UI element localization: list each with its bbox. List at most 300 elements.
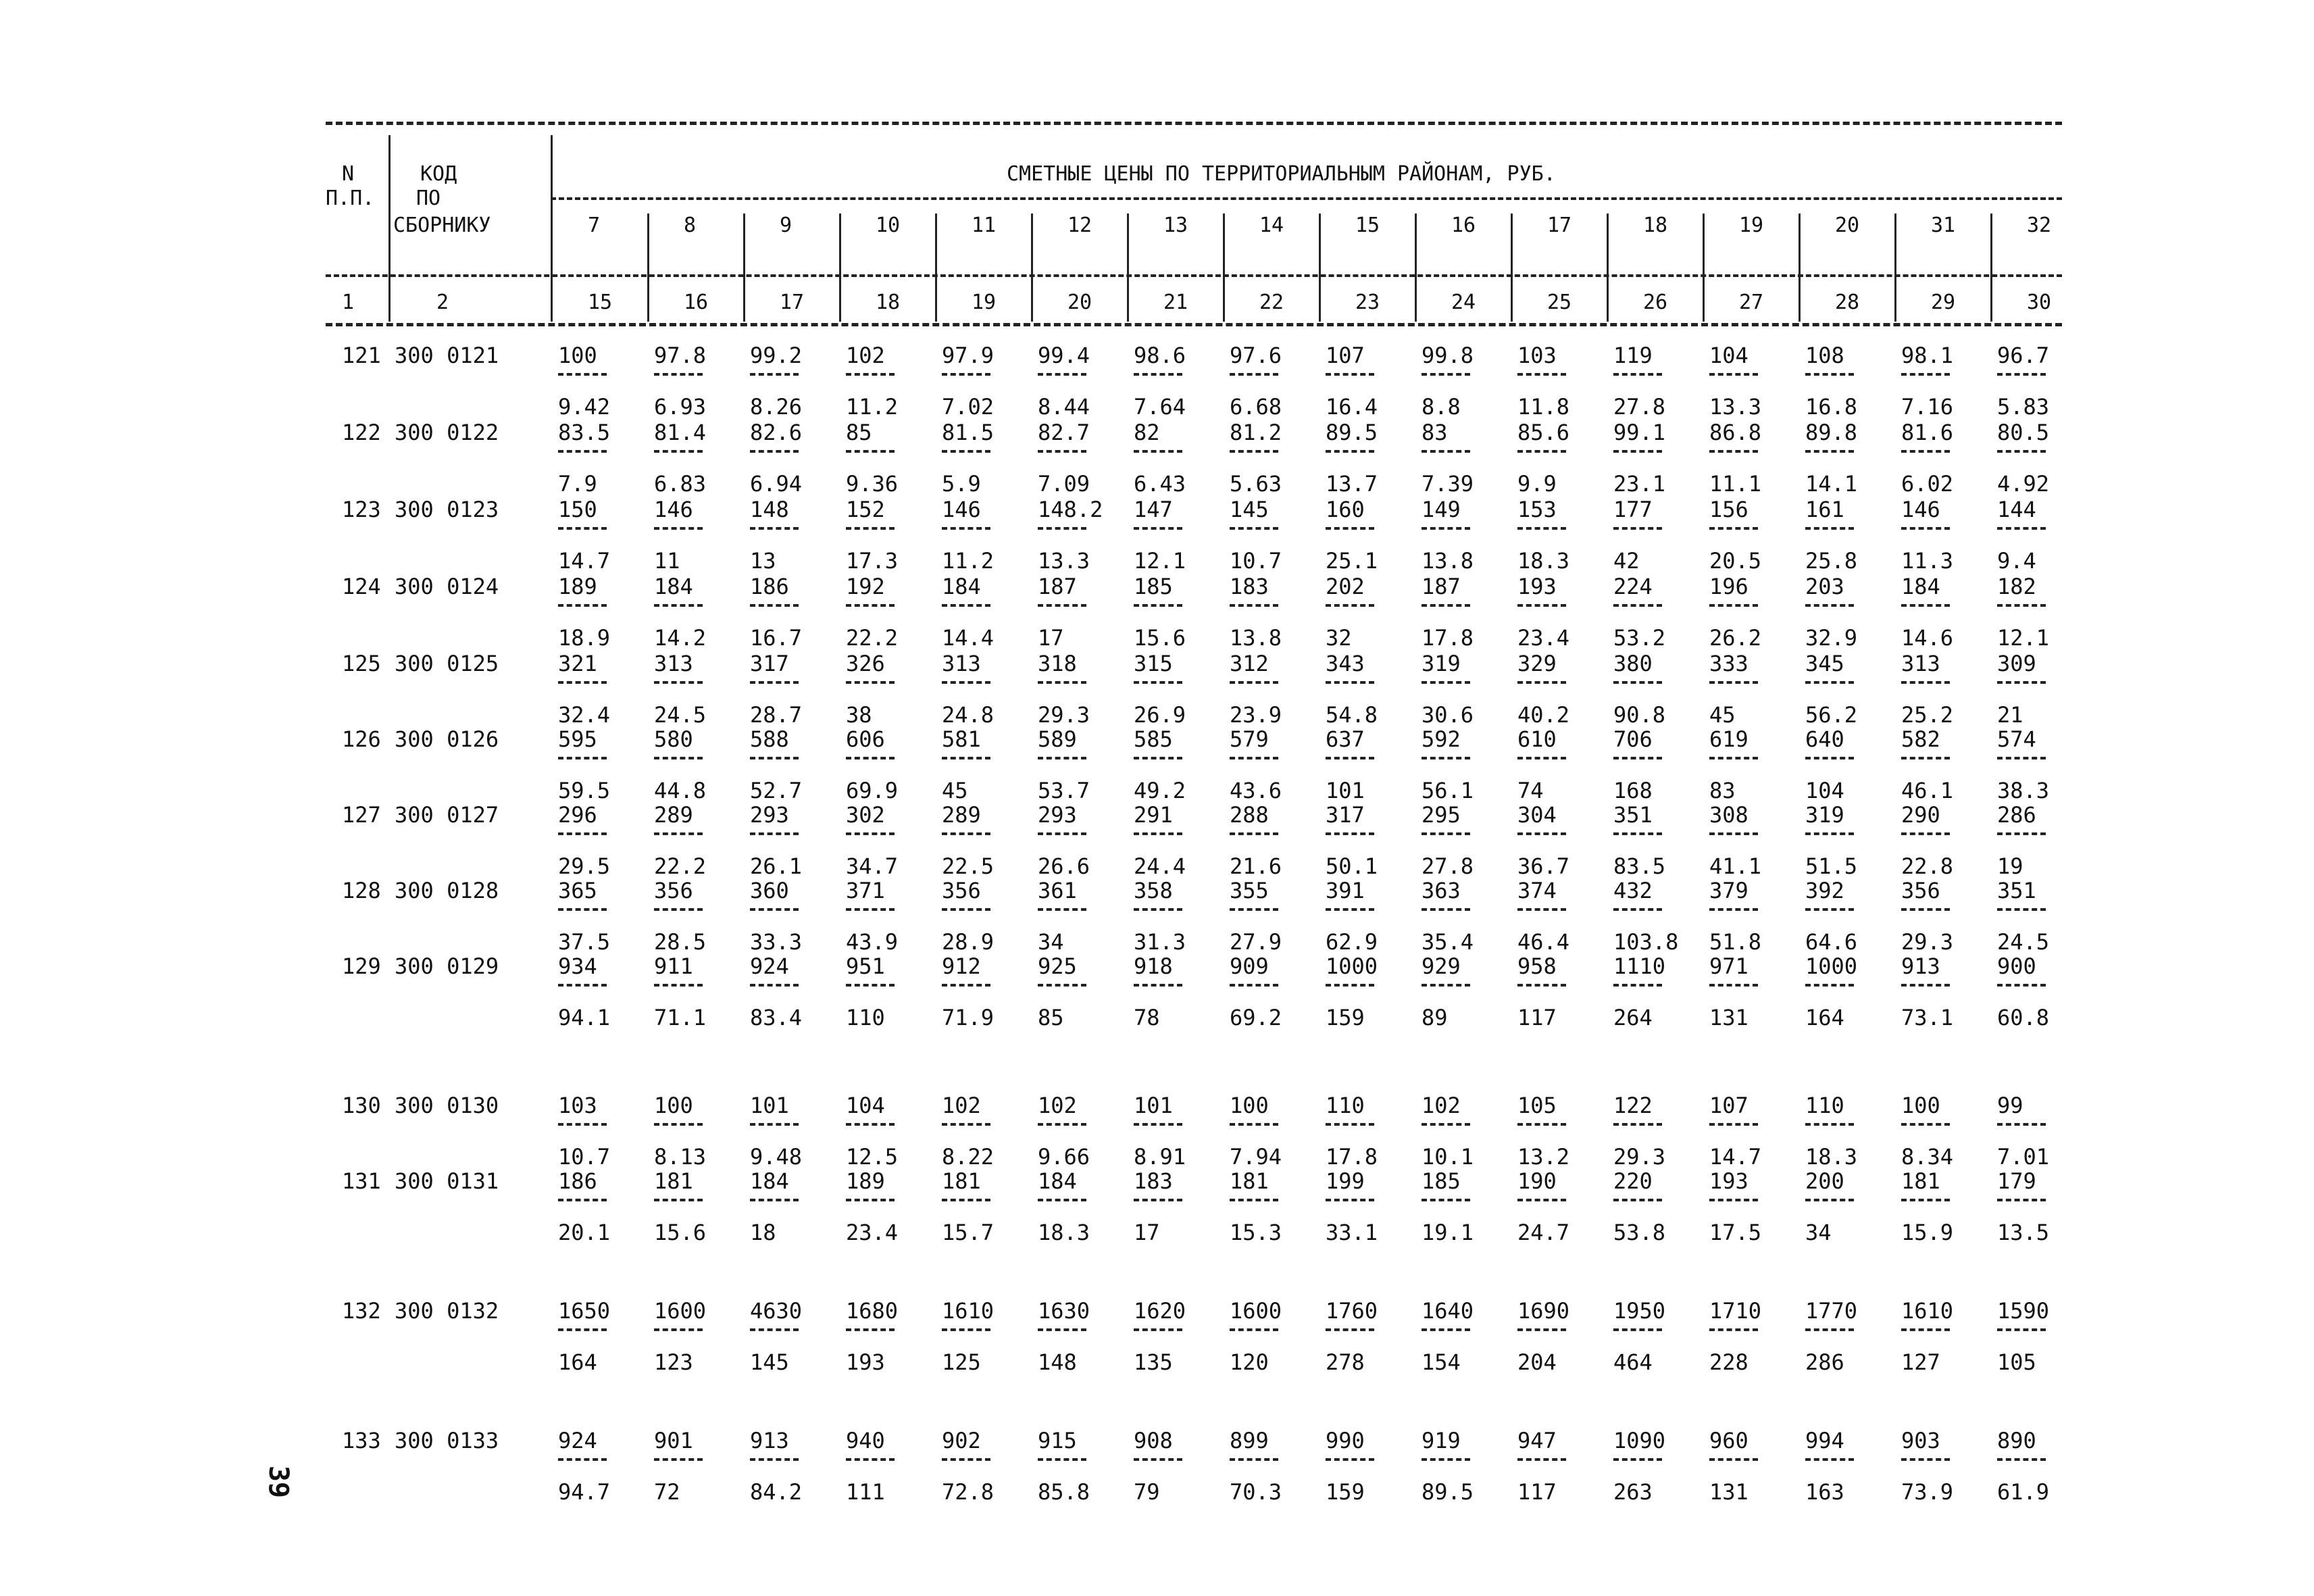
col-divider-1 bbox=[388, 135, 391, 322]
fraction-bar bbox=[1517, 1458, 1566, 1461]
price-value: 184 bbox=[750, 1168, 789, 1194]
cost-value: 8.13 bbox=[654, 1144, 707, 1170]
cost-value: 54.8 bbox=[1326, 702, 1378, 728]
row-number: 131 bbox=[342, 1168, 381, 1194]
cost-value: 14.4 bbox=[942, 625, 995, 651]
price-value: 146 bbox=[1901, 497, 1940, 522]
price-value: 152 bbox=[846, 497, 885, 522]
fraction-bar bbox=[1709, 984, 1758, 987]
fraction-bar bbox=[846, 908, 895, 911]
cost-value: 15.7 bbox=[942, 1220, 995, 1245]
row-code: 300 0121 bbox=[395, 343, 499, 368]
header-bottom-rule bbox=[326, 323, 2062, 326]
price-value: 102 bbox=[1422, 1093, 1461, 1118]
price-value: 1090 bbox=[1613, 1428, 1666, 1453]
region-header: 32 bbox=[2027, 214, 2052, 237]
fraction-bar bbox=[1709, 908, 1758, 911]
fraction-bar bbox=[1709, 527, 1758, 530]
price-value: 189 bbox=[846, 1168, 885, 1194]
price-value: 924 bbox=[558, 1428, 597, 1453]
cost-value: 71.1 bbox=[654, 1005, 707, 1030]
column-number: 29 bbox=[1931, 291, 1956, 314]
fraction-bar bbox=[1709, 450, 1758, 453]
fraction-bar bbox=[1038, 908, 1086, 911]
cost-value: 32.4 bbox=[558, 702, 611, 728]
cost-value: 103.8 bbox=[1613, 929, 1679, 955]
fraction-bar bbox=[1805, 1123, 1854, 1126]
fraction-bar bbox=[1422, 757, 1470, 759]
cost-value: 104 bbox=[1805, 778, 1844, 803]
cost-value: 83.4 bbox=[750, 1005, 803, 1030]
fraction-bar bbox=[1709, 757, 1758, 759]
fraction-bar bbox=[1997, 450, 2046, 453]
cost-value: 159 bbox=[1326, 1005, 1365, 1030]
price-value: 908 bbox=[1134, 1428, 1173, 1453]
cost-value: 6.93 bbox=[654, 394, 707, 420]
cost-value: 9.66 bbox=[1038, 1144, 1090, 1170]
fraction-bar bbox=[1805, 757, 1854, 759]
fraction-bar bbox=[1613, 1458, 1662, 1461]
price-value: 181 bbox=[654, 1168, 693, 1194]
column-number: 17 bbox=[780, 291, 805, 314]
fraction-bar bbox=[654, 908, 703, 911]
fraction-bar bbox=[942, 984, 990, 987]
column-number: 16 bbox=[684, 291, 709, 314]
price-value: 100 bbox=[558, 343, 597, 368]
price-value: 196 bbox=[1709, 574, 1749, 599]
cost-value: 53.2 bbox=[1613, 625, 1666, 651]
cost-value: 9.36 bbox=[846, 471, 899, 497]
cost-value: 53.7 bbox=[1038, 778, 1090, 803]
cost-value: 111 bbox=[846, 1479, 885, 1505]
cost-value: 24.5 bbox=[1997, 929, 2050, 955]
price-value: 903 bbox=[1901, 1428, 1940, 1453]
cost-value: 131 bbox=[1709, 1005, 1749, 1030]
price-value: 909 bbox=[1230, 953, 1269, 979]
fraction-bar bbox=[1901, 1123, 1950, 1126]
fraction-bar bbox=[1709, 832, 1758, 835]
cost-value: 17.8 bbox=[1326, 1144, 1378, 1170]
cost-value: 28.7 bbox=[750, 702, 803, 728]
price-value: 918 bbox=[1134, 953, 1173, 979]
price-value: 1630 bbox=[1038, 1298, 1090, 1324]
price-value: 363 bbox=[1422, 878, 1461, 903]
fraction-bar bbox=[942, 373, 990, 376]
cost-value: 26.9 bbox=[1134, 702, 1186, 728]
fraction-bar bbox=[1997, 757, 2046, 759]
cost-value: 31.3 bbox=[1134, 929, 1186, 955]
fraction-bar bbox=[1134, 1458, 1182, 1461]
cost-value: 29.5 bbox=[558, 853, 611, 879]
fraction-bar bbox=[1134, 1199, 1182, 1201]
price-value: 122 bbox=[1613, 1093, 1653, 1118]
cost-value: 14.6 bbox=[1901, 625, 1954, 651]
fraction-bar bbox=[1422, 1328, 1470, 1331]
row-code: 300 0127 bbox=[395, 802, 499, 828]
header-title: СМЕТНЫЕ ЦЕНЫ ПО ТЕРРИТОРИАЛЬНЫМ РАЙОНАМ, РУБ. bbox=[1007, 162, 1556, 186]
cost-value: 10.1 bbox=[1422, 1144, 1474, 1170]
row-number: 133 bbox=[342, 1428, 381, 1453]
fraction-bar bbox=[846, 1199, 895, 1201]
cost-value: 16.4 bbox=[1326, 394, 1378, 420]
cost-value: 7.16 bbox=[1901, 394, 1954, 420]
row-code: 300 0131 bbox=[395, 1168, 499, 1194]
cost-value: 25.1 bbox=[1326, 548, 1378, 574]
fraction-bar bbox=[1709, 1458, 1758, 1461]
fraction-bar bbox=[1613, 604, 1662, 607]
price-value: 187 bbox=[1038, 574, 1077, 599]
fraction-bar bbox=[1230, 1199, 1278, 1201]
cost-value: 6.02 bbox=[1901, 471, 1954, 497]
cost-value: 11.1 bbox=[1709, 471, 1762, 497]
cost-value: 120 bbox=[1230, 1349, 1269, 1375]
price-value: 302 bbox=[846, 802, 885, 828]
fraction-bar bbox=[1517, 527, 1566, 530]
region-header: 18 bbox=[1643, 214, 1668, 237]
cost-value: 9.48 bbox=[750, 1144, 803, 1170]
fraction-bar bbox=[942, 1199, 990, 1201]
price-value: 83.5 bbox=[558, 420, 611, 445]
cost-value: 72.8 bbox=[942, 1479, 995, 1505]
cost-value: 17.3 bbox=[846, 548, 899, 574]
price-value: 104 bbox=[846, 1093, 885, 1118]
row-number: 125 bbox=[342, 651, 381, 676]
price-value: 940 bbox=[846, 1428, 885, 1453]
price-value: 990 bbox=[1326, 1428, 1365, 1453]
region-header: 9 bbox=[780, 214, 793, 237]
cost-value: 204 bbox=[1517, 1349, 1557, 1375]
cost-value: 21 bbox=[1997, 702, 2023, 728]
cost-value: 14.7 bbox=[1709, 1144, 1762, 1170]
price-value: 148.2 bbox=[1038, 497, 1103, 522]
price-value: 161 bbox=[1805, 497, 1844, 522]
fraction-bar bbox=[1613, 757, 1662, 759]
fraction-bar bbox=[1805, 908, 1854, 911]
cost-value: 60.8 bbox=[1997, 1005, 2050, 1030]
price-value: 640 bbox=[1805, 726, 1844, 752]
price-value: 185 bbox=[1422, 1168, 1461, 1194]
price-value: 119 bbox=[1613, 343, 1653, 368]
price-value: 290 bbox=[1901, 802, 1940, 828]
price-value: 1600 bbox=[654, 1298, 707, 1324]
price-value: 619 bbox=[1709, 726, 1749, 752]
price-value: 365 bbox=[558, 878, 597, 903]
fraction-bar bbox=[1230, 832, 1278, 835]
price-value: 308 bbox=[1709, 802, 1749, 828]
cost-value: 4.92 bbox=[1997, 471, 2050, 497]
region-header: 16 bbox=[1451, 214, 1476, 237]
column-number: 21 bbox=[1163, 291, 1188, 314]
fraction-bar bbox=[1422, 373, 1470, 376]
price-value: 289 bbox=[942, 802, 981, 828]
fraction-bar bbox=[1326, 373, 1374, 376]
fraction-bar bbox=[1709, 1199, 1758, 1201]
price-value: 150 bbox=[558, 497, 597, 522]
price-value: 193 bbox=[1709, 1168, 1749, 1194]
cost-value: 51.8 bbox=[1709, 929, 1762, 955]
cost-value: 7.39 bbox=[1422, 471, 1474, 497]
price-value: 200 bbox=[1805, 1168, 1844, 1194]
fraction-bar bbox=[1134, 832, 1182, 835]
price-value: 82 bbox=[1134, 420, 1160, 445]
cost-value: 26.2 bbox=[1709, 625, 1762, 651]
fraction-bar bbox=[558, 1458, 607, 1461]
fraction-bar bbox=[1326, 1199, 1374, 1201]
row-number: 129 bbox=[342, 953, 381, 979]
fraction-bar bbox=[1805, 450, 1854, 453]
cost-value: 14.1 bbox=[1805, 471, 1858, 497]
price-value: 913 bbox=[750, 1428, 789, 1453]
fraction-bar bbox=[558, 757, 607, 759]
price-value: 934 bbox=[558, 953, 597, 979]
cost-value: 36.7 bbox=[1517, 853, 1570, 879]
cost-value: 94.7 bbox=[558, 1479, 611, 1505]
fraction-bar bbox=[1517, 450, 1566, 453]
fraction-bar bbox=[1422, 984, 1470, 987]
fraction-bar bbox=[1901, 908, 1950, 911]
fraction-bar bbox=[654, 604, 703, 607]
fraction-bar bbox=[846, 527, 895, 530]
cost-value: 18.9 bbox=[558, 625, 611, 651]
cost-value: 148 bbox=[1038, 1349, 1077, 1375]
price-value: 108 bbox=[1805, 343, 1844, 368]
fraction-bar bbox=[558, 832, 607, 835]
cost-value: 11.8 bbox=[1517, 394, 1570, 420]
price-value: 304 bbox=[1517, 802, 1557, 828]
price-value: 1590 bbox=[1997, 1298, 2050, 1324]
fraction-bar bbox=[1613, 908, 1662, 911]
price-value: 199 bbox=[1326, 1168, 1365, 1194]
fraction-bar bbox=[1230, 1123, 1278, 1126]
fraction-bar bbox=[1326, 1123, 1374, 1126]
region-divider bbox=[1031, 214, 1033, 322]
cost-value: 71.9 bbox=[942, 1005, 995, 1030]
fraction-bar bbox=[1901, 1199, 1950, 1201]
price-value: 107 bbox=[1326, 343, 1365, 368]
price-value: 929 bbox=[1422, 953, 1461, 979]
fraction-bar bbox=[1230, 681, 1278, 684]
fraction-bar bbox=[1326, 908, 1374, 911]
price-value: 89.8 bbox=[1805, 420, 1858, 445]
cost-value: 85 bbox=[1038, 1005, 1064, 1030]
cost-value: 127 bbox=[1901, 1349, 1940, 1375]
price-value: 295 bbox=[1422, 802, 1461, 828]
fraction-bar bbox=[1422, 1123, 1470, 1126]
price-value: 296 bbox=[558, 802, 597, 828]
price-value: 82.6 bbox=[750, 420, 803, 445]
fraction-bar bbox=[1613, 527, 1662, 530]
fraction-bar bbox=[1134, 604, 1182, 607]
price-value: 374 bbox=[1517, 878, 1557, 903]
cost-value: 145 bbox=[750, 1349, 789, 1375]
cost-value: 26.1 bbox=[750, 853, 803, 879]
price-value: 355 bbox=[1230, 878, 1269, 903]
price-value: 100 bbox=[1901, 1093, 1940, 1118]
price-value: 110 bbox=[1326, 1093, 1365, 1118]
fraction-bar bbox=[1326, 681, 1374, 684]
column-number: 23 bbox=[1355, 291, 1380, 314]
column-number: 30 bbox=[2027, 291, 2052, 314]
cost-value: 41.1 bbox=[1709, 853, 1762, 879]
price-value: 1770 bbox=[1805, 1298, 1858, 1324]
cost-value: 42 bbox=[1613, 548, 1640, 574]
fraction-bar bbox=[942, 908, 990, 911]
fraction-bar bbox=[654, 527, 703, 530]
price-value: 588 bbox=[750, 726, 789, 752]
cost-value: 110 bbox=[846, 1005, 885, 1030]
cost-value: 14.2 bbox=[654, 625, 707, 651]
price-value: 100 bbox=[654, 1093, 693, 1118]
price-value: 326 bbox=[846, 651, 885, 676]
cost-value: 45 bbox=[942, 778, 968, 803]
cost-value: 163 bbox=[1805, 1479, 1844, 1505]
column-number: 18 bbox=[876, 291, 901, 314]
fraction-bar bbox=[942, 527, 990, 530]
region-header: 14 bbox=[1259, 214, 1284, 237]
fraction-bar bbox=[1997, 1123, 2046, 1126]
price-value: 97.8 bbox=[654, 343, 707, 368]
column-number: 26 bbox=[1643, 291, 1668, 314]
row-number: 127 bbox=[342, 802, 381, 828]
price-value: 288 bbox=[1230, 802, 1269, 828]
price-value: 313 bbox=[1901, 651, 1940, 676]
price-value: 85.6 bbox=[1517, 420, 1570, 445]
fraction-bar bbox=[1997, 1458, 2046, 1461]
cost-value: 8.22 bbox=[942, 1144, 995, 1170]
fraction-bar bbox=[1422, 450, 1470, 453]
cost-value: 22.5 bbox=[942, 853, 995, 879]
fraction-bar bbox=[1134, 1123, 1182, 1126]
price-value: 379 bbox=[1709, 878, 1749, 903]
fraction-bar bbox=[654, 373, 703, 376]
fraction-bar bbox=[1805, 1328, 1854, 1331]
cost-value: 131 bbox=[1709, 1479, 1749, 1505]
cost-value: 83.5 bbox=[1613, 853, 1666, 879]
cost-value: 5.63 bbox=[1230, 471, 1282, 497]
cost-value: 45 bbox=[1709, 702, 1736, 728]
cost-value: 17.5 bbox=[1709, 1220, 1762, 1245]
fraction-bar bbox=[1038, 1458, 1086, 1461]
fraction-bar bbox=[558, 681, 607, 684]
cost-value: 193 bbox=[846, 1349, 885, 1375]
fraction-bar bbox=[1038, 373, 1086, 376]
cost-value: 27.8 bbox=[1613, 394, 1666, 420]
price-value: 1600 bbox=[1230, 1298, 1282, 1324]
price-value: 312 bbox=[1230, 651, 1269, 676]
price-value: 183 bbox=[1230, 574, 1269, 599]
cost-value: 49.2 bbox=[1134, 778, 1186, 803]
cost-value: 15.6 bbox=[1134, 625, 1186, 651]
row-code: 300 0133 bbox=[395, 1428, 499, 1453]
fraction-bar bbox=[750, 1199, 799, 1201]
col-divider-2 bbox=[551, 135, 553, 322]
cost-value: 32 bbox=[1326, 625, 1352, 651]
fraction-bar bbox=[654, 1458, 703, 1461]
fraction-bar bbox=[1230, 373, 1278, 376]
fraction-bar bbox=[1326, 604, 1374, 607]
fraction-bar bbox=[1805, 832, 1854, 835]
fraction-bar bbox=[1038, 604, 1086, 607]
fraction-bar bbox=[1901, 373, 1950, 376]
region-divider bbox=[1127, 214, 1129, 322]
price-value: 356 bbox=[654, 878, 693, 903]
fraction-bar bbox=[750, 908, 799, 911]
price-value: 706 bbox=[1613, 726, 1653, 752]
price-value: 81.2 bbox=[1230, 420, 1282, 445]
price-value: 185 bbox=[1134, 574, 1173, 599]
region-divider bbox=[1319, 214, 1321, 322]
cost-value: 9.9 bbox=[1517, 471, 1557, 497]
cost-value: 105 bbox=[1997, 1349, 2036, 1375]
price-value: 1690 bbox=[1517, 1298, 1570, 1324]
fraction-bar bbox=[1997, 1199, 2046, 1201]
row-number: 128 bbox=[342, 878, 381, 903]
region-divider bbox=[743, 214, 745, 322]
row-number: 123 bbox=[342, 497, 381, 522]
cost-value: 89.5 bbox=[1422, 1479, 1474, 1505]
cost-value: 18.3 bbox=[1805, 1144, 1858, 1170]
fraction-bar bbox=[750, 450, 799, 453]
cost-value: 7.09 bbox=[1038, 471, 1090, 497]
price-value: 1710 bbox=[1709, 1298, 1762, 1324]
cost-value: 69.9 bbox=[846, 778, 899, 803]
cost-value: 23.1 bbox=[1613, 471, 1666, 497]
cost-value: 17.8 bbox=[1422, 625, 1474, 651]
price-value: 321 bbox=[558, 651, 597, 676]
price-value: 351 bbox=[1613, 802, 1653, 828]
cost-value: 70.3 bbox=[1230, 1479, 1282, 1505]
cost-value: 25.2 bbox=[1901, 702, 1954, 728]
fraction-bar bbox=[1230, 1458, 1278, 1461]
column-number: 22 bbox=[1259, 291, 1284, 314]
price-value: 579 bbox=[1230, 726, 1269, 752]
cost-value: 38.3 bbox=[1997, 778, 2050, 803]
fraction-bar bbox=[558, 450, 607, 453]
cost-value: 117 bbox=[1517, 1479, 1557, 1505]
price-value: 86.8 bbox=[1709, 420, 1762, 445]
price-value: 958 bbox=[1517, 953, 1557, 979]
region-divider bbox=[1415, 214, 1417, 322]
row-code: 300 0122 bbox=[395, 420, 499, 445]
region-divider bbox=[1990, 214, 1992, 322]
price-value: 581 bbox=[942, 726, 981, 752]
price-value: 610 bbox=[1517, 726, 1557, 752]
cost-value: 35.4 bbox=[1422, 929, 1474, 955]
fraction-bar bbox=[654, 1123, 703, 1126]
region-divider bbox=[839, 214, 841, 322]
price-value: 309 bbox=[1997, 651, 2036, 676]
cost-value: 24.7 bbox=[1517, 1220, 1570, 1245]
fraction-bar bbox=[846, 832, 895, 835]
cost-value: 101 bbox=[1326, 778, 1365, 803]
cost-value: 17 bbox=[1134, 1220, 1160, 1245]
price-value: 102 bbox=[846, 343, 885, 368]
fraction-bar bbox=[1038, 832, 1086, 835]
price-value: 184 bbox=[1901, 574, 1940, 599]
cost-value: 59.5 bbox=[558, 778, 611, 803]
cost-value: 13.3 bbox=[1709, 394, 1762, 420]
fraction-bar bbox=[846, 450, 895, 453]
colnum-2: 2 bbox=[436, 291, 449, 314]
fraction-bar bbox=[1901, 1458, 1950, 1461]
region-header: 20 bbox=[1835, 214, 1860, 237]
price-value: 193 bbox=[1517, 574, 1557, 599]
cost-value: 56.2 bbox=[1805, 702, 1858, 728]
fraction-bar bbox=[1517, 681, 1566, 684]
price-value: 356 bbox=[942, 878, 981, 903]
price-value: 606 bbox=[846, 726, 885, 752]
fraction-bar bbox=[1901, 984, 1950, 987]
